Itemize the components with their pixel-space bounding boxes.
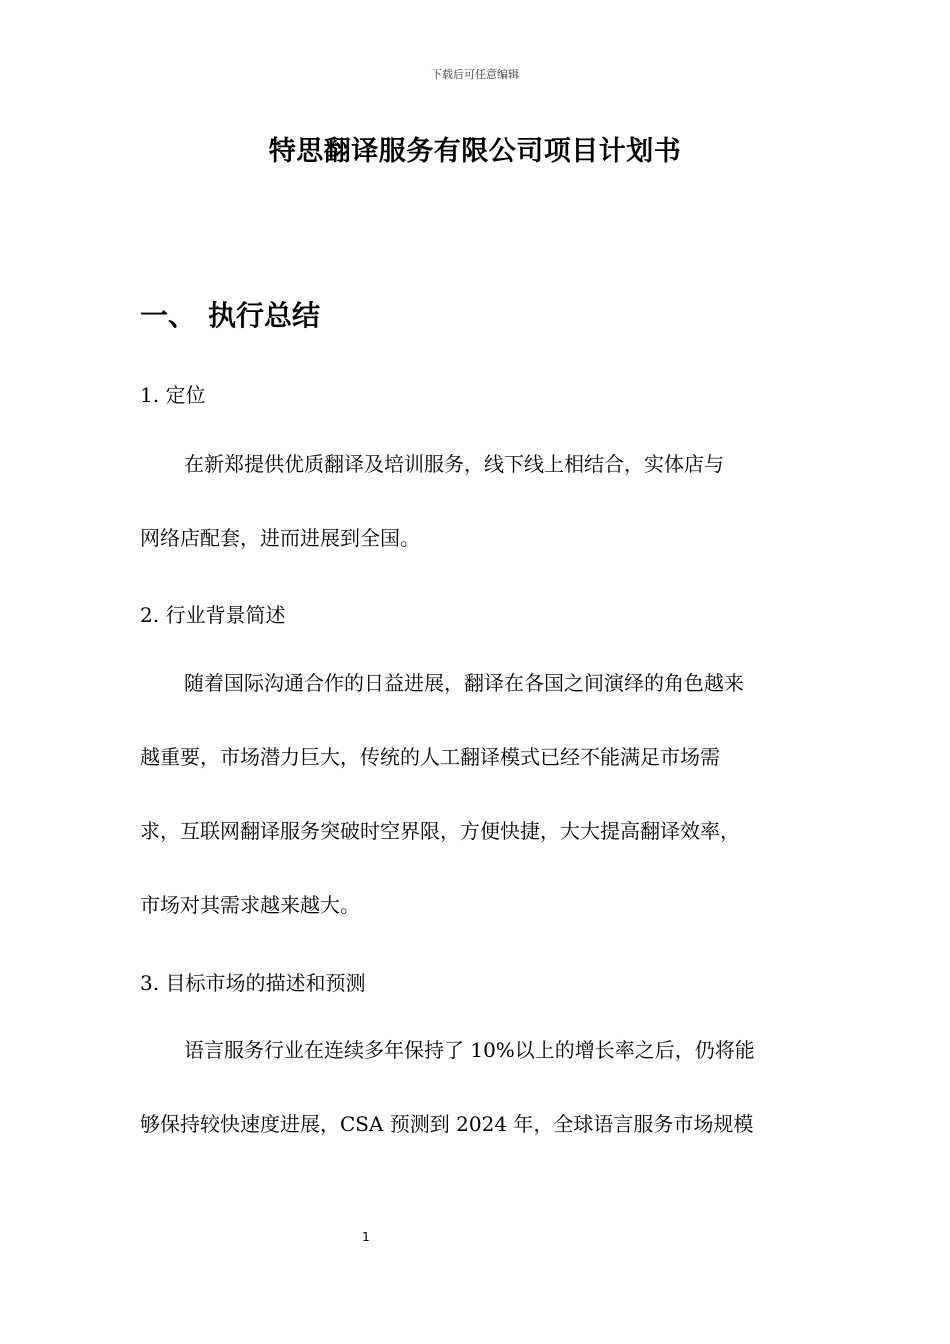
paragraph-line: 随着国际沟通合作的日益进展，翻译在各国之间演绎的角色越来 bbox=[184, 671, 744, 695]
paragraph-line: 市场对其需求越来越大。 bbox=[140, 893, 360, 917]
paragraph-line: 越重要，市场潜力巨大，传统的人工翻译模式已经不能满足市场需 bbox=[140, 745, 720, 769]
subsection-heading-positioning: 1. 定位 bbox=[140, 383, 206, 407]
section-title: 执行总结 bbox=[208, 299, 321, 332]
paragraph-line: 在新郑提供优质翻译及培训服务，线下线上相结合，实体店与 bbox=[184, 452, 724, 476]
paragraph-line: 语言服务行业在连续多年保持了 10%以上的增长率之后，仍将能 bbox=[184, 1038, 755, 1062]
section-heading bbox=[140, 296, 320, 336]
paragraph-line: 求，互联网翻译服务突破时空界限，方便快捷，大大提高翻译效率， bbox=[140, 819, 740, 843]
subsection-heading-industry-background: 2. 行业背景简述 bbox=[140, 603, 286, 627]
section-number: 一、 bbox=[140, 299, 197, 332]
paragraph-positioning bbox=[140, 450, 822, 552]
document-title: 特思翻译服务有限公司项目计划书 bbox=[268, 136, 682, 167]
paragraph-line: 网络店配套，进而进展到全国。 bbox=[140, 526, 420, 550]
page-header-note: 下载后可任意编辑 bbox=[431, 68, 519, 81]
page-number: 1 bbox=[362, 1230, 370, 1244]
paragraph-industry-background bbox=[140, 669, 822, 919]
subsection-heading-target-market: 3. 目标市场的描述和预测 bbox=[140, 971, 366, 995]
paragraph-target-market bbox=[140, 1036, 822, 1138]
paragraph-line: 够保持较快速度进展，CSA 预测到 2024 年，全球语言服务市场规模 bbox=[140, 1112, 754, 1136]
